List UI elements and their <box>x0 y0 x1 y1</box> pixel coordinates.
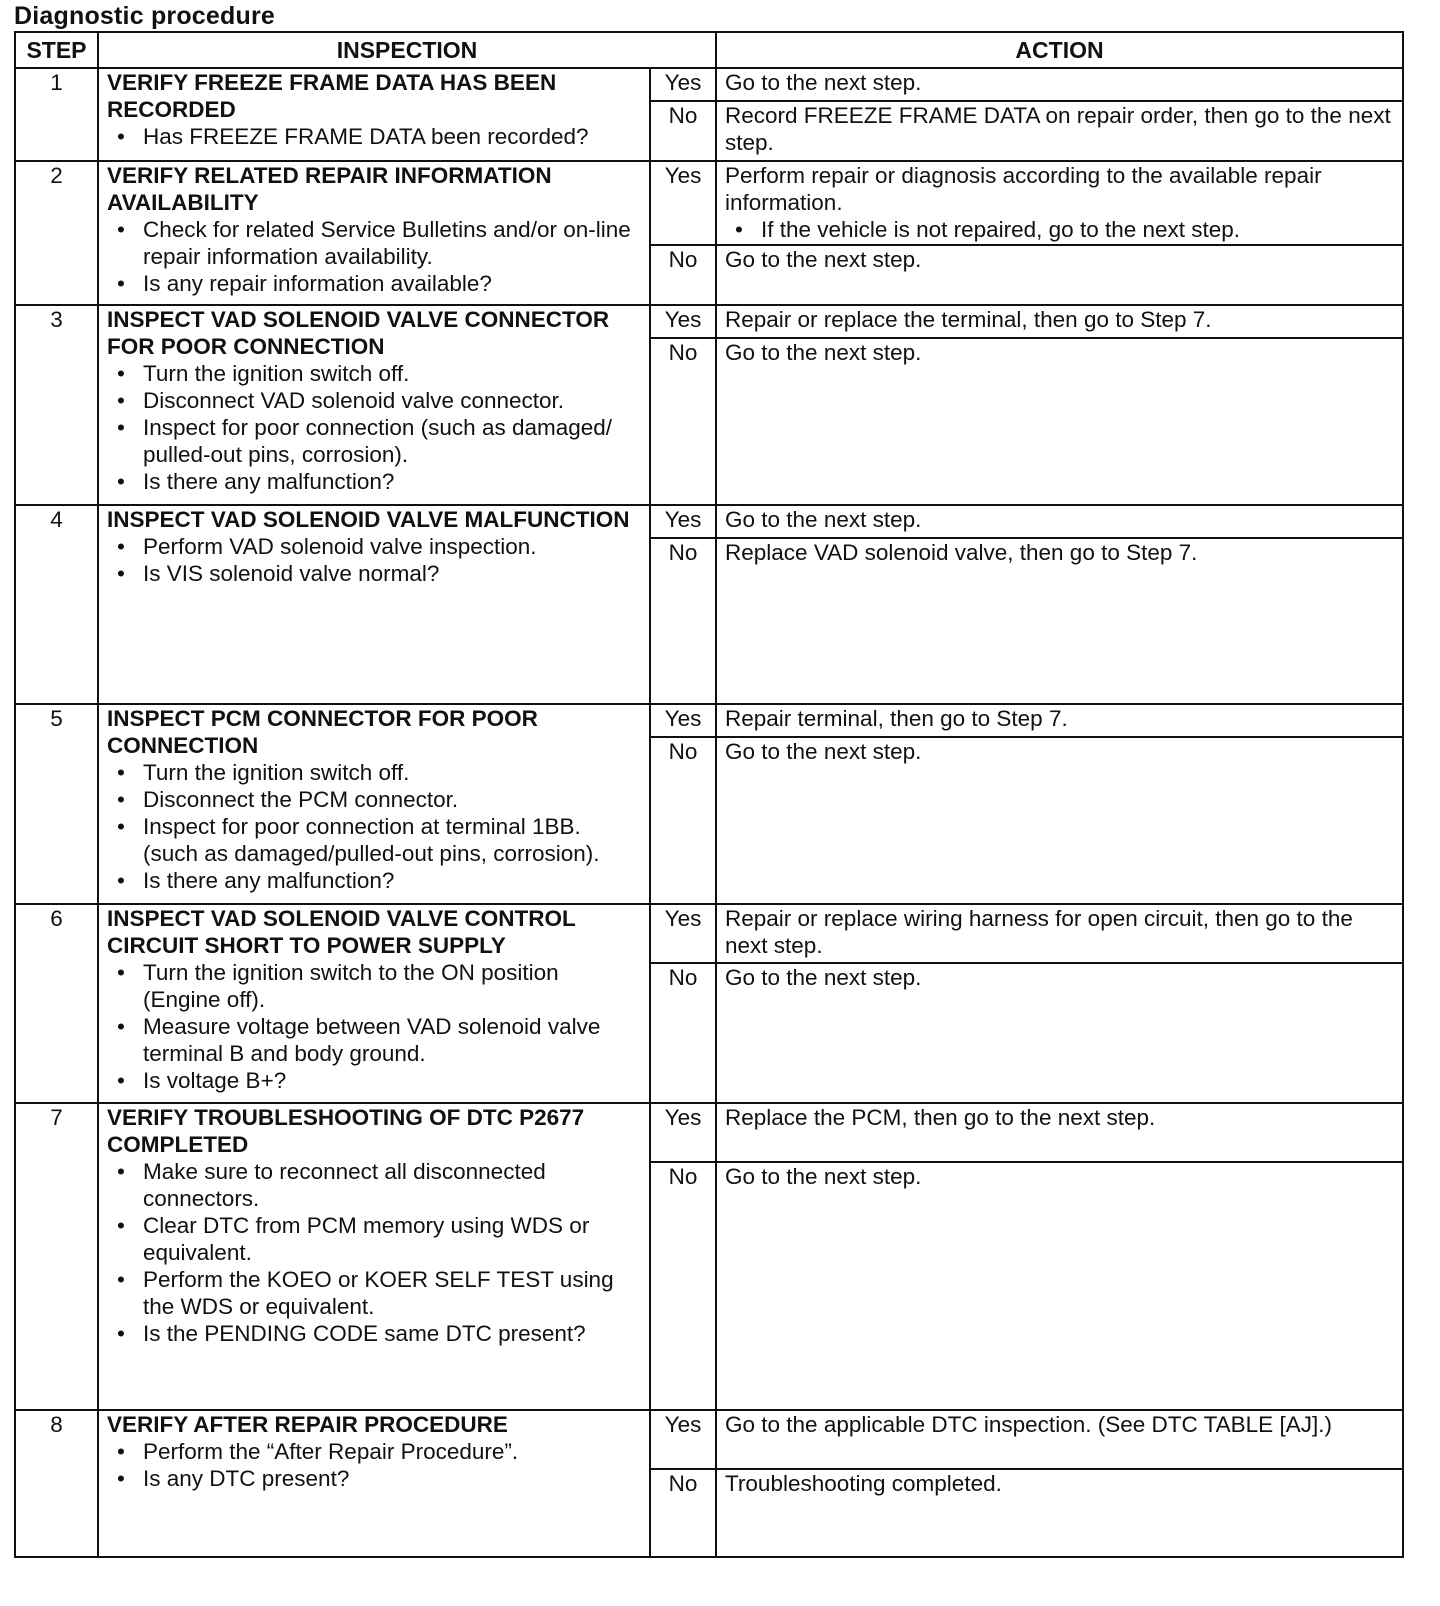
step-number: 4 <box>15 505 98 704</box>
no-label: No <box>650 737 716 904</box>
inspection-bullets <box>107 1158 641 1347</box>
inspection-bullet: • Turn the ignition switch off. <box>143 360 641 387</box>
yes-action-cell <box>716 1410 1403 1469</box>
no-action: Troubleshooting completed. <box>716 1469 1403 1557</box>
inspection-title: INSPECT VAD SOLENOID VALVE CONTROL CIRCUIT SHORT TO POWER SUPPLY <box>107 906 576 958</box>
inspection-bullets <box>107 123 641 150</box>
yes-label: Yes <box>650 505 716 538</box>
inspection-bullet: • Perform the KOEO or KOER SELF TEST using the WDS or equivalent. <box>143 1266 641 1320</box>
inspection-bullet: • Turn the ignition switch to the ON position (Engine off). <box>143 959 641 1013</box>
no-action: Go to the next step. <box>716 1162 1403 1410</box>
yes-action: Go to the next step. <box>725 507 922 532</box>
yes-action: Perform repair or diagnosis according to the available repair information. <box>725 163 1322 215</box>
yes-action-cell <box>716 505 1403 538</box>
yes-action: Repair or replace wiring harness for open circuit, then go to the next step. <box>725 906 1353 958</box>
step-number: 3 <box>15 305 98 505</box>
inspection-bullet: • Inspect for poor connection (such as damaged/ pulled-out pins, corrosion). <box>143 414 641 468</box>
yes-action: Replace the PCM, then go to the next step. <box>725 1105 1156 1130</box>
inspection-title: INSPECT VAD SOLENOID VALVE MALFUNCTION <box>107 507 630 532</box>
step-row-yes <box>15 305 1403 338</box>
inspection-title: VERIFY RELATED REPAIR INFORMATION AVAILABILITY <box>107 163 552 215</box>
inspection-bullet: • Disconnect VAD solenoid valve connector. <box>143 387 641 414</box>
diagnostic-table <box>14 31 1404 1558</box>
inspection-bullet: • Clear DTC from PCM memory using WDS or equivalent. <box>143 1212 641 1266</box>
yes-action: Go to the applicable DTC inspection. (See DTC TABLE [AJ].) <box>725 1412 1332 1437</box>
inspection-bullet: • Make sure to reconnect all disconnected connectors. <box>143 1158 641 1212</box>
inspection-bullet: • Is there any malfunction? <box>143 867 641 894</box>
inspection-bullet: • Check for related Service Bulletins and/or on-line repair information availability. <box>143 216 641 270</box>
no-action: Go to the next step. <box>716 338 1403 505</box>
header-inspection: INSPECTION <box>98 32 716 68</box>
step-row-yes <box>15 1103 1403 1162</box>
inspection-bullet: • Measure voltage between VAD solenoid valve terminal B and body ground. <box>143 1013 641 1067</box>
no-label: No <box>650 963 716 1103</box>
inspection-bullet: • Perform the “After Repair Procedure”. <box>143 1438 641 1465</box>
yes-action-bullet: • If the vehicle is not repaired, go to the next step. <box>761 216 1394 243</box>
yes-label: Yes <box>650 161 716 245</box>
inspection-bullets <box>107 216 641 297</box>
inspection-title: VERIFY AFTER REPAIR PROCEDURE <box>107 1412 508 1437</box>
steps-body <box>15 68 1403 1557</box>
yes-action-bullets <box>725 216 1394 243</box>
inspection-bullet: • Is any repair information available? <box>143 270 641 297</box>
step-row-yes <box>15 1410 1403 1469</box>
step-number: 8 <box>15 1410 98 1557</box>
no-label: No <box>650 245 716 305</box>
yes-label: Yes <box>650 704 716 737</box>
inspection-bullets <box>107 959 641 1094</box>
inspection-bullets <box>107 360 641 495</box>
header-row <box>15 32 1403 68</box>
no-action: Go to the next step. <box>716 963 1403 1103</box>
inspection-cell <box>98 161 650 305</box>
inspection-bullets <box>107 533 641 587</box>
no-label: No <box>650 1162 716 1410</box>
inspection-cell <box>98 1410 650 1557</box>
yes-action-cell <box>716 1103 1403 1162</box>
no-label: No <box>650 338 716 505</box>
yes-action: Go to the next step. <box>725 70 922 95</box>
step-number: 5 <box>15 704 98 904</box>
no-action: Go to the next step. <box>716 737 1403 904</box>
yes-label: Yes <box>650 1410 716 1469</box>
inspection-bullet: • Is the PENDING CODE same DTC present? <box>143 1320 641 1347</box>
inspection-cell <box>98 505 650 704</box>
no-action: Record FREEZE FRAME DATA on repair order, then go to the next step. <box>716 101 1403 161</box>
page-title: Diagnostic procedure <box>14 2 275 30</box>
inspection-bullet: • Is there any malfunction? <box>143 468 641 495</box>
yes-action-cell <box>716 704 1403 737</box>
inspection-cell <box>98 704 650 904</box>
inspection-bullet: • Is voltage B+? <box>143 1067 641 1094</box>
inspection-bullet: • Inspect for poor connection at terminal 1BB. (such as damaged/pulled-out pins, corrosion). <box>143 813 641 867</box>
inspection-cell <box>98 68 650 161</box>
yes-label: Yes <box>650 1103 716 1162</box>
step-number: 7 <box>15 1103 98 1410</box>
step-row-yes <box>15 505 1403 538</box>
inspection-title: VERIFY TROUBLESHOOTING OF DTC P2677 COMPLETED <box>107 1105 585 1157</box>
inspection-bullets <box>107 759 641 894</box>
yes-action: Repair or replace the terminal, then go to Step 7. <box>725 307 1212 332</box>
no-action: Replace VAD solenoid valve, then go to Step 7. <box>716 538 1403 704</box>
inspection-bullet: • Has FREEZE FRAME DATA been recorded? <box>143 123 641 150</box>
inspection-cell <box>98 305 650 505</box>
yes-label: Yes <box>650 904 716 963</box>
header-step: STEP <box>15 32 98 68</box>
inspection-cell <box>98 904 650 1103</box>
yes-action-cell <box>716 68 1403 101</box>
yes-label: Yes <box>650 305 716 338</box>
header-action: ACTION <box>716 32 1403 68</box>
step-number: 2 <box>15 161 98 305</box>
no-label: No <box>650 1469 716 1557</box>
step-row-yes <box>15 704 1403 737</box>
yes-action-cell <box>716 904 1403 963</box>
inspection-bullet: • Turn the ignition switch off. <box>143 759 641 786</box>
inspection-bullets <box>107 1438 641 1492</box>
yes-action-cell <box>716 305 1403 338</box>
inspection-title: INSPECT VAD SOLENOID VALVE CONNECTOR FOR POOR CONNECTION <box>107 307 610 359</box>
step-number: 1 <box>15 68 98 161</box>
no-label: No <box>650 538 716 704</box>
yes-label: Yes <box>650 68 716 101</box>
step-number: 6 <box>15 904 98 1103</box>
yes-action: Repair terminal, then go to Step 7. <box>725 706 1068 731</box>
inspection-cell <box>98 1103 650 1410</box>
inspection-bullet: • Is any DTC present? <box>143 1465 641 1492</box>
inspection-title: INSPECT PCM CONNECTOR FOR POOR CONNECTION <box>107 706 538 758</box>
yes-action-cell <box>716 161 1403 245</box>
inspection-bullet: • Is VIS solenoid valve normal? <box>143 560 641 587</box>
inspection-bullet: • Perform VAD solenoid valve inspection. <box>143 533 641 560</box>
step-row-yes <box>15 161 1403 245</box>
no-label: No <box>650 101 716 161</box>
step-row-yes <box>15 68 1403 101</box>
no-action: Go to the next step. <box>716 245 1403 305</box>
step-row-yes <box>15 904 1403 963</box>
inspection-title: VERIFY FREEZE FRAME DATA HAS BEEN RECORDED <box>107 70 557 122</box>
inspection-bullet: • Disconnect the PCM connector. <box>143 786 641 813</box>
